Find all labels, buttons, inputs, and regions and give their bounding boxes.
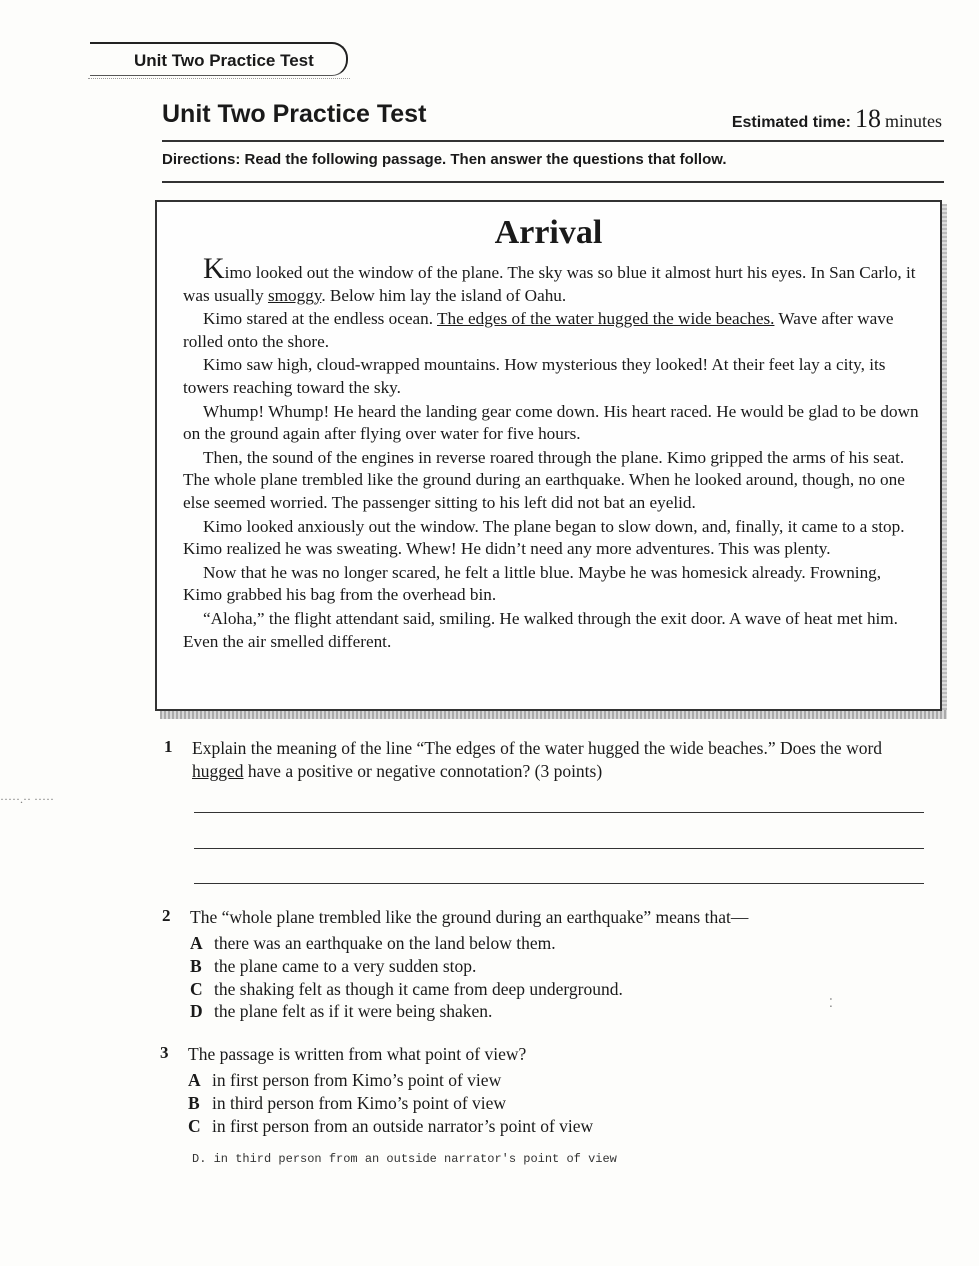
estimated-time-label: Estimated time: (731, 114, 851, 131)
passage-title: Arrival (494, 214, 603, 251)
scan-speck: ·····.·· ····· (0, 792, 54, 806)
directions: Directions: Read the following passage. Then answer the questions that follow. (162, 151, 727, 168)
option-text: in first person from Kimo’s point of view (212, 1070, 502, 1090)
passage-box (155, 200, 942, 711)
title-row (162, 100, 944, 140)
scan-speck: ⁚ (829, 996, 833, 1010)
passage-text (183, 252, 921, 654)
cutoff-text-fragment (520, 1139, 670, 1147)
option-letter: C (190, 979, 203, 999)
question-3-option-d-typed[interactable]: D. in third person from an outside narrator's point of view (192, 1152, 617, 1166)
underlined-word-hugged: hugged (192, 761, 244, 781)
option-letter: C (188, 1116, 201, 1136)
passage-box-shadow-bottom (160, 710, 947, 719)
question-3-option-b[interactable] (188, 1093, 506, 1114)
passage-paragraph-3: Kimo saw high, cloud-wrapped mountains. How mysterious they looked! At their feet lay a city, its towers reaching toward the sky. (183, 355, 886, 397)
question-2-number: 2 (162, 906, 171, 925)
drop-cap: K (203, 252, 225, 285)
question-1-text (192, 737, 922, 783)
passage-paragraph-7: Now that he was no longer scared, he felt a little blue. Maybe he was homesick already. Frowning, Kimo grabbed his bag from the overhead bin. (183, 562, 882, 605)
passage-paragraph-1-text-b: . Below him lay the island of Oahu. (321, 285, 567, 305)
passage-paragraph-2-text-a: Kimo stared at the endless ocean. (203, 309, 438, 329)
question-3-text: The passage is written from what point of view? (188, 1044, 527, 1064)
title-rule (162, 140, 944, 142)
passage-paragraph-5: Then, the sound of the engines in reverse roared through the plane. Kimo gripped the arms of his seat. The whole plane trembled like the ground during an earthquake. When he looked around, though, no one else seemed worried. The passenger sitting to his left did not bat an eyelid. (183, 447, 905, 512)
header-tab (90, 42, 348, 76)
option-letter: B (188, 1093, 200, 1113)
option-text: there was an earthquake on the land below them. (214, 933, 556, 953)
estimated-time (732, 104, 942, 134)
question-2-option-d[interactable] (190, 1001, 492, 1022)
passage-paragraph-2-text-b: Wave after wave rolled onto the shore. (183, 309, 894, 351)
estimated-time-unit: minutes (885, 111, 942, 131)
directions-rule (162, 181, 944, 183)
passage-paragraph-1 (183, 252, 921, 307)
question-1-text-a: Explain the meaning of the line “The edges of the water hugged the wide beaches.” Does the word (192, 738, 883, 758)
answer-line-2[interactable] (194, 848, 924, 849)
question-2-text: The “whole plane trembled like the ground during an earthquake” means that— (190, 907, 749, 927)
option-text: the plane came to a very sudden stop. (214, 956, 477, 976)
option-letter: A (188, 1070, 201, 1090)
passage-paragraph-1-text-a: imo looked out the window of the plane. The sky was so blue it almost hurt his eyes. In San Carlo, it was usually (183, 263, 916, 305)
page-title: Unit Two Practice Test (162, 100, 427, 128)
question-1-number: 1 (164, 737, 173, 756)
question-2-option-b[interactable] (190, 956, 476, 977)
passage-paragraph-4: Whump! Whump! He heard the landing gear come down. His heart raced. He would be glad to be down on the ground again after flying over water for five hours. (183, 401, 919, 444)
question-3-option-c[interactable] (188, 1116, 593, 1137)
question-2-option-a[interactable] (190, 933, 556, 954)
question-3-option-a[interactable] (188, 1070, 501, 1091)
answer-line-1[interactable] (194, 812, 924, 813)
option-text: in first person from an outside narrator’s point of view (212, 1116, 594, 1136)
option-letter: D (190, 1001, 203, 1021)
option-letter: B (190, 956, 202, 976)
header-tab-label: Unit Two Practice Test (134, 51, 314, 70)
header-tab-underline (88, 78, 350, 79)
underlined-sentence: The edges of the water hugged the wide beaches. (437, 309, 775, 329)
option-text: the plane felt as if it were being shaken. (214, 1001, 493, 1021)
question-1-text-b: have a positive or negative connotation? (3 points) (243, 761, 603, 781)
option-text: the shaking felt as though it came from deep underground. (214, 979, 623, 999)
option-letter: A (190, 933, 203, 953)
underlined-word-smoggy: smoggy (267, 285, 322, 305)
passage-paragraph-8: “Aloha,” the flight attendant said, smiling. He walked through the exit door. A wave of heat met him. Even the air smelled different. (183, 608, 898, 651)
estimated-time-value: 18 (855, 104, 881, 133)
passage-paragraph-6: Kimo looked anxiously out the window. The plane began to slow down, and, finally, it came to a stop. Kimo realized he was sweating. Whew! He didn’t need any more adventures. This was plenty. (183, 516, 905, 559)
answer-line-3[interactable] (194, 883, 924, 884)
question-3-number: 3 (160, 1043, 169, 1062)
option-text: in third person from Kimo’s point of view (212, 1093, 507, 1113)
passage-paragraph-2 (183, 308, 921, 353)
question-2-option-c[interactable] (190, 979, 623, 1000)
